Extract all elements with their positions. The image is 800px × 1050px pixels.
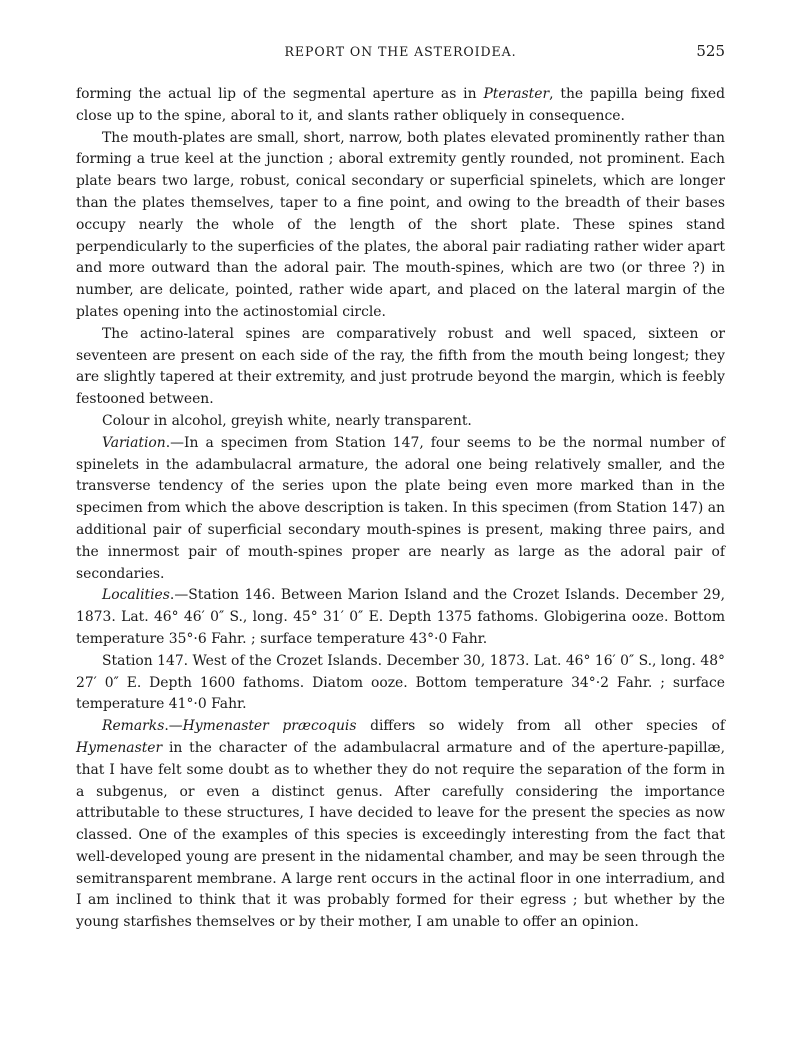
text-run: Colour in alcohol, greyish white, nearly transparent. — [102, 412, 472, 429]
page-header — [76, 44, 725, 66]
paragraph-station-147 — [76, 651, 725, 716]
text-run: The mouth-plates are small, short, narrow, both plates elevated prominently rather than forming a true keel at the junction ; aboral extremity gently rounded, not prominent. Each plate bears two large, robust, conical secondary or superficial spinelets, which are longer than the plates themselves, taper to a fine point, and owing to the breadth of their bases occupy nearly the whole of the length of the short plate. These spines stand perpendicularly to the superficies of the plates, the aboral pair radiating rather wider apart and more outward than the adoral pair. The mouth-spines, which are two (or three ?) in number, are delicate, pointed, rather wide apart, and placed on the lateral margin of the plates opening into the actinostomial circle. — [76, 129, 725, 320]
genus-name-pteraster: Pteraster — [483, 86, 550, 102]
text-run: differs so widely from all other species of — [356, 718, 725, 735]
paragraph-localities — [76, 585, 725, 650]
page-number: 525 — [696, 42, 725, 60]
paragraph-colour — [76, 411, 725, 433]
text-run: .—In a specimen from Station 147, four seems to be the normal number of spinelets in the adambulacral armature, the adoral one being relatively smaller, and the transverse tendency of the series upon the plate being even more marked than in the specimen from which the above description is taken. In this specimen (from Station 147) an additional pair of superficial secondary mouth-spines is present, making three pairs, and the innermost pair of mouth-spines proper are nearly as large as the adoral pair of secondaries. — [76, 434, 725, 582]
text-run: .— — [164, 718, 183, 735]
running-title: REPORT ON THE ASTEROIDEA. — [284, 44, 517, 59]
paragraph-variation — [76, 433, 725, 586]
section-heading-localities: Localities — [102, 587, 170, 604]
text-run: .—Station 146. Between Marion Island and the Crozet Islands. December 29, 1873. Lat. 46° 46′ 0″ S., long. 45° 31′ 0″ E. Depth 1375 fathoms. Globigerina ooze. Bottom temperature 35°·6 Fahr. ; surface temperature 43°·0 Fahr. — [76, 587, 725, 647]
text-run: Station 147. West of the Crozet Islands. December 30, 1873. Lat. 46° 16′ 0″ S., long. 48° 27′ 0″ E. Depth 1600 fathoms. Diatom ooze. Bottom temperature 34°·2 Fahr. ; surface temperature 41°·0 Fahr. — [76, 652, 725, 713]
text-run: The actino-lateral spines are comparatively robust and well spaced, sixteen or seventeen are present on each side of the ray, the fifth from the mouth being longest; they are slightly tapered at their extremity, and just protrude beyond the margin, which is feebly festooned between. — [76, 325, 725, 408]
text-run: in the character of the adambulacral armature and of the aperture-papillæ, that I have felt some doubt as to whether they do not require the separation of the form in a subgenus, or even a distinct genus. After carefully considering the importance attributable to these structures, I have decided to leave for the present the species as now classed. One of the examples of this species is exceedingly interesting from the fact that well-developed young are present in the nidamental chamber, and may be seen through the semitransparent membrane. A large rent occurs in the actinal floor in one interradium, and I am inclined to think that it was probably formed for their egress ; but whether by the young starfishes themselves or by their mother, I am unable to offer an opinion. — [76, 739, 725, 931]
species-name: Hymenaster præcoquis — [182, 718, 357, 735]
section-heading-remarks: Remarks — [102, 718, 165, 735]
text-run: , the papilla being fixed close up to the spine, aboral to it, and slants rather obliquely in consequence. — [76, 86, 725, 124]
text-run: forming the actual lip of the segmental aperture as in — [76, 86, 484, 102]
paragraph-mouth-papilla — [76, 84, 725, 128]
paragraph-remarks — [76, 716, 725, 934]
body-text — [76, 84, 725, 934]
paragraph-mouth-plates — [76, 128, 725, 324]
section-heading-variation: Variation — [102, 434, 166, 451]
paragraph-actino-lateral-spines — [76, 324, 725, 411]
genus-name-hymenaster: Hymenaster — [76, 739, 163, 756]
